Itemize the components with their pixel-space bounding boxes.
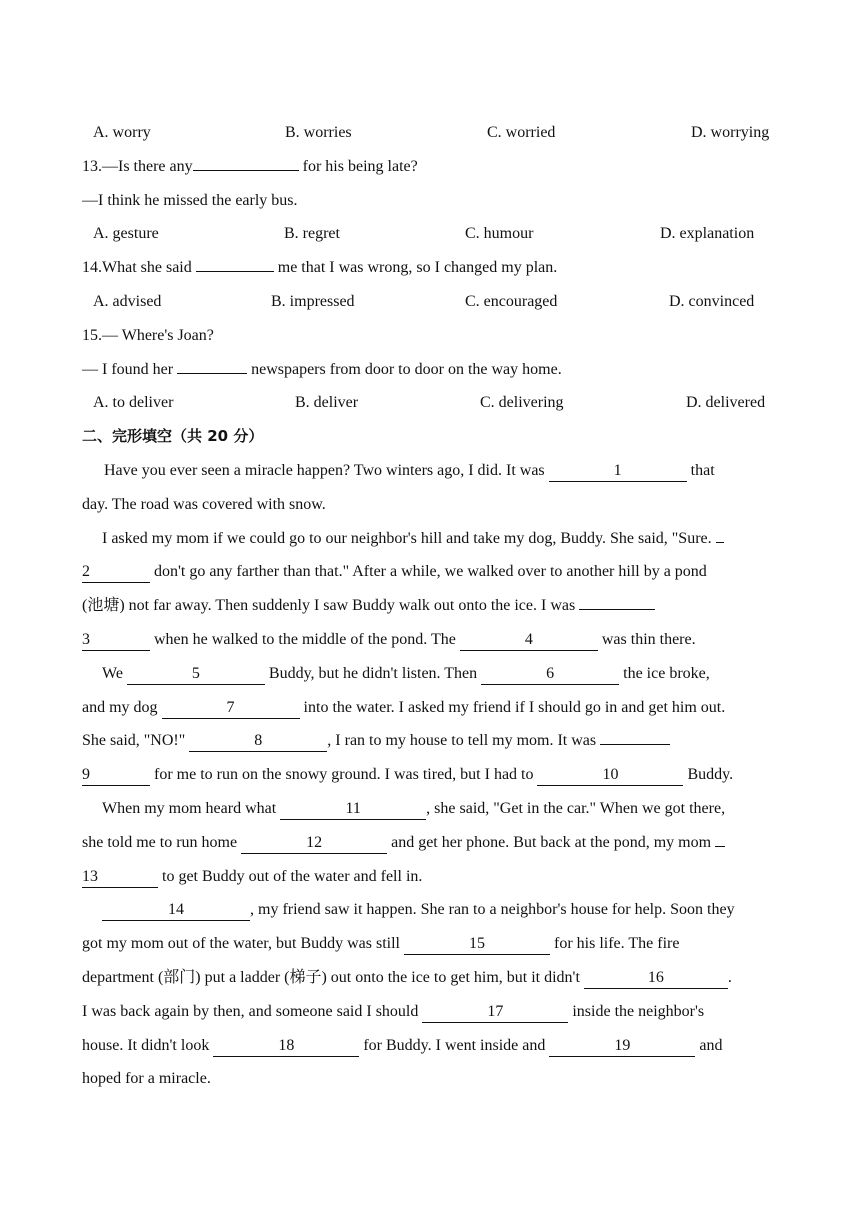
cloze-line: got my mom out of the water, but Buddy was still 15 for his life. The fire xyxy=(82,927,782,961)
blank-17[interactable]: 17 xyxy=(422,1002,568,1023)
cloze-line: she told me to run home 12 and get her phone. But back at the pond, my mom xyxy=(82,826,782,860)
cloze-line: 14 , my friend saw it happen. She ran to a neighbor's house for help. Soon they xyxy=(82,893,782,927)
cloze-line: 2 don't go any farther than that." After a while, we walked over to another hill by a pond xyxy=(82,555,782,589)
blank-line[interactable] xyxy=(196,271,274,272)
blank-14[interactable]: 14 xyxy=(102,900,250,921)
q14-option-b: B. impressed xyxy=(271,292,355,310)
blank-12[interactable]: 12 xyxy=(241,833,387,854)
q14-option-a: A. advised xyxy=(93,292,162,310)
blank-10[interactable]: 10 xyxy=(537,765,683,786)
blank-2[interactable]: 2 xyxy=(82,562,150,583)
cloze-line: hoped for a miracle. xyxy=(82,1070,211,1088)
blank-9[interactable]: 9 xyxy=(82,765,150,786)
blank-11[interactable]: 11 xyxy=(280,799,426,820)
cloze-line: We 5 Buddy, but he didn't listen. Then 6 the ice broke, xyxy=(82,657,782,691)
cloze-line: day. The road was covered with snow. xyxy=(82,495,326,513)
section-title: 二、完形填空（共 20 分） xyxy=(82,427,264,446)
cloze-line: and my dog 7 into the water. I asked my friend if I should go in and get him out. xyxy=(82,691,782,725)
blank-15[interactable]: 15 xyxy=(404,934,550,955)
q15-option-d: D. delivered xyxy=(686,394,766,412)
blank-13[interactable]: 13 xyxy=(82,867,158,888)
q13-option-a: A. gesture xyxy=(93,225,159,243)
blank-line[interactable] xyxy=(600,744,670,745)
cloze-line: department (部门) put a ladder (梯子) out onto the ice to get him, but it didn't 16 . xyxy=(82,961,782,995)
cloze-line: Have you ever seen a miracle happen? Two winters ago, I did. It was 1 that xyxy=(82,454,782,488)
q14-option-c: C. encouraged xyxy=(465,292,558,310)
cloze-line: 3 when he walked to the middle of the pond. The 4 was thin there. xyxy=(82,623,782,657)
cloze-line: When my mom heard what 11 , she said, "Get in the car." When we got there, xyxy=(82,792,782,826)
blank-line[interactable] xyxy=(193,170,299,171)
q13-options xyxy=(82,217,782,251)
q15-question: 15.— Where's Joan? xyxy=(82,326,214,344)
blank-line[interactable] xyxy=(715,846,725,847)
blank-16[interactable]: 16 xyxy=(584,968,728,989)
q15-answer: — I found her newspapers from door to door on the way home. xyxy=(82,360,562,378)
blank-4[interactable]: 4 xyxy=(460,630,598,651)
q14-options xyxy=(82,285,782,319)
blank-5[interactable]: 5 xyxy=(127,664,265,685)
document-page xyxy=(82,116,782,1096)
cloze-line: 13 to get Buddy out of the water and fell in. xyxy=(82,860,782,894)
cloze-line: She said, "NO!" 8 , I ran to my house to tell my mom. It was xyxy=(82,724,782,758)
q13-option-c: C. humour xyxy=(465,225,534,243)
blank-1[interactable]: 1 xyxy=(549,461,687,482)
q12-option-b: B. worries xyxy=(285,124,352,141)
q15-option-c: C. delivering xyxy=(480,394,564,412)
q15-option-b: B. deliver xyxy=(295,394,359,412)
q13-option-d: D. explanation xyxy=(660,225,755,243)
cloze-line: I was back again by then, and someone said I should 17 inside the neighbor's xyxy=(82,995,782,1029)
blank-3[interactable]: 3 xyxy=(82,630,150,651)
blank-7[interactable]: 7 xyxy=(162,698,300,719)
cloze-line: 9 for me to run on the snowy ground. I was tired, but I had to 10 Buddy. xyxy=(82,758,782,792)
blank-line[interactable] xyxy=(716,542,724,543)
cloze-line: (池塘) not far away. Then suddenly I saw Buddy walk out onto the ice. I was xyxy=(82,589,782,623)
q14-question: 14.What she said me that I was wrong, so I changed my plan. xyxy=(82,259,558,277)
q13-answer: —I think he missed the early bus. xyxy=(82,191,298,209)
q12-option-a: A. worry xyxy=(93,124,151,141)
blank-18[interactable]: 18 xyxy=(213,1036,359,1057)
blank-line[interactable] xyxy=(579,609,655,610)
q12-option-d: D. worrying xyxy=(691,124,770,141)
q13-option-b: B. regret xyxy=(284,225,340,243)
q13-question: 13.—Is there any for his being late? xyxy=(82,157,418,175)
q14-option-d: D. convinced xyxy=(669,292,755,310)
q15-options xyxy=(82,386,782,420)
blank-19[interactable]: 19 xyxy=(549,1036,695,1057)
blank-8[interactable]: 8 xyxy=(189,731,327,752)
q12-option-c: C. worried xyxy=(487,124,556,141)
cloze-line: I asked my mom if we could go to our neighbor's hill and take my dog, Buddy. She said, "Sure. xyxy=(82,522,782,556)
blank-line[interactable] xyxy=(177,373,247,374)
cloze-line: house. It didn't look 18 for Buddy. I went inside and 19 and xyxy=(82,1029,782,1063)
q15-option-a: A. to deliver xyxy=(93,394,174,412)
blank-6[interactable]: 6 xyxy=(481,664,619,685)
q12-options xyxy=(82,116,782,150)
